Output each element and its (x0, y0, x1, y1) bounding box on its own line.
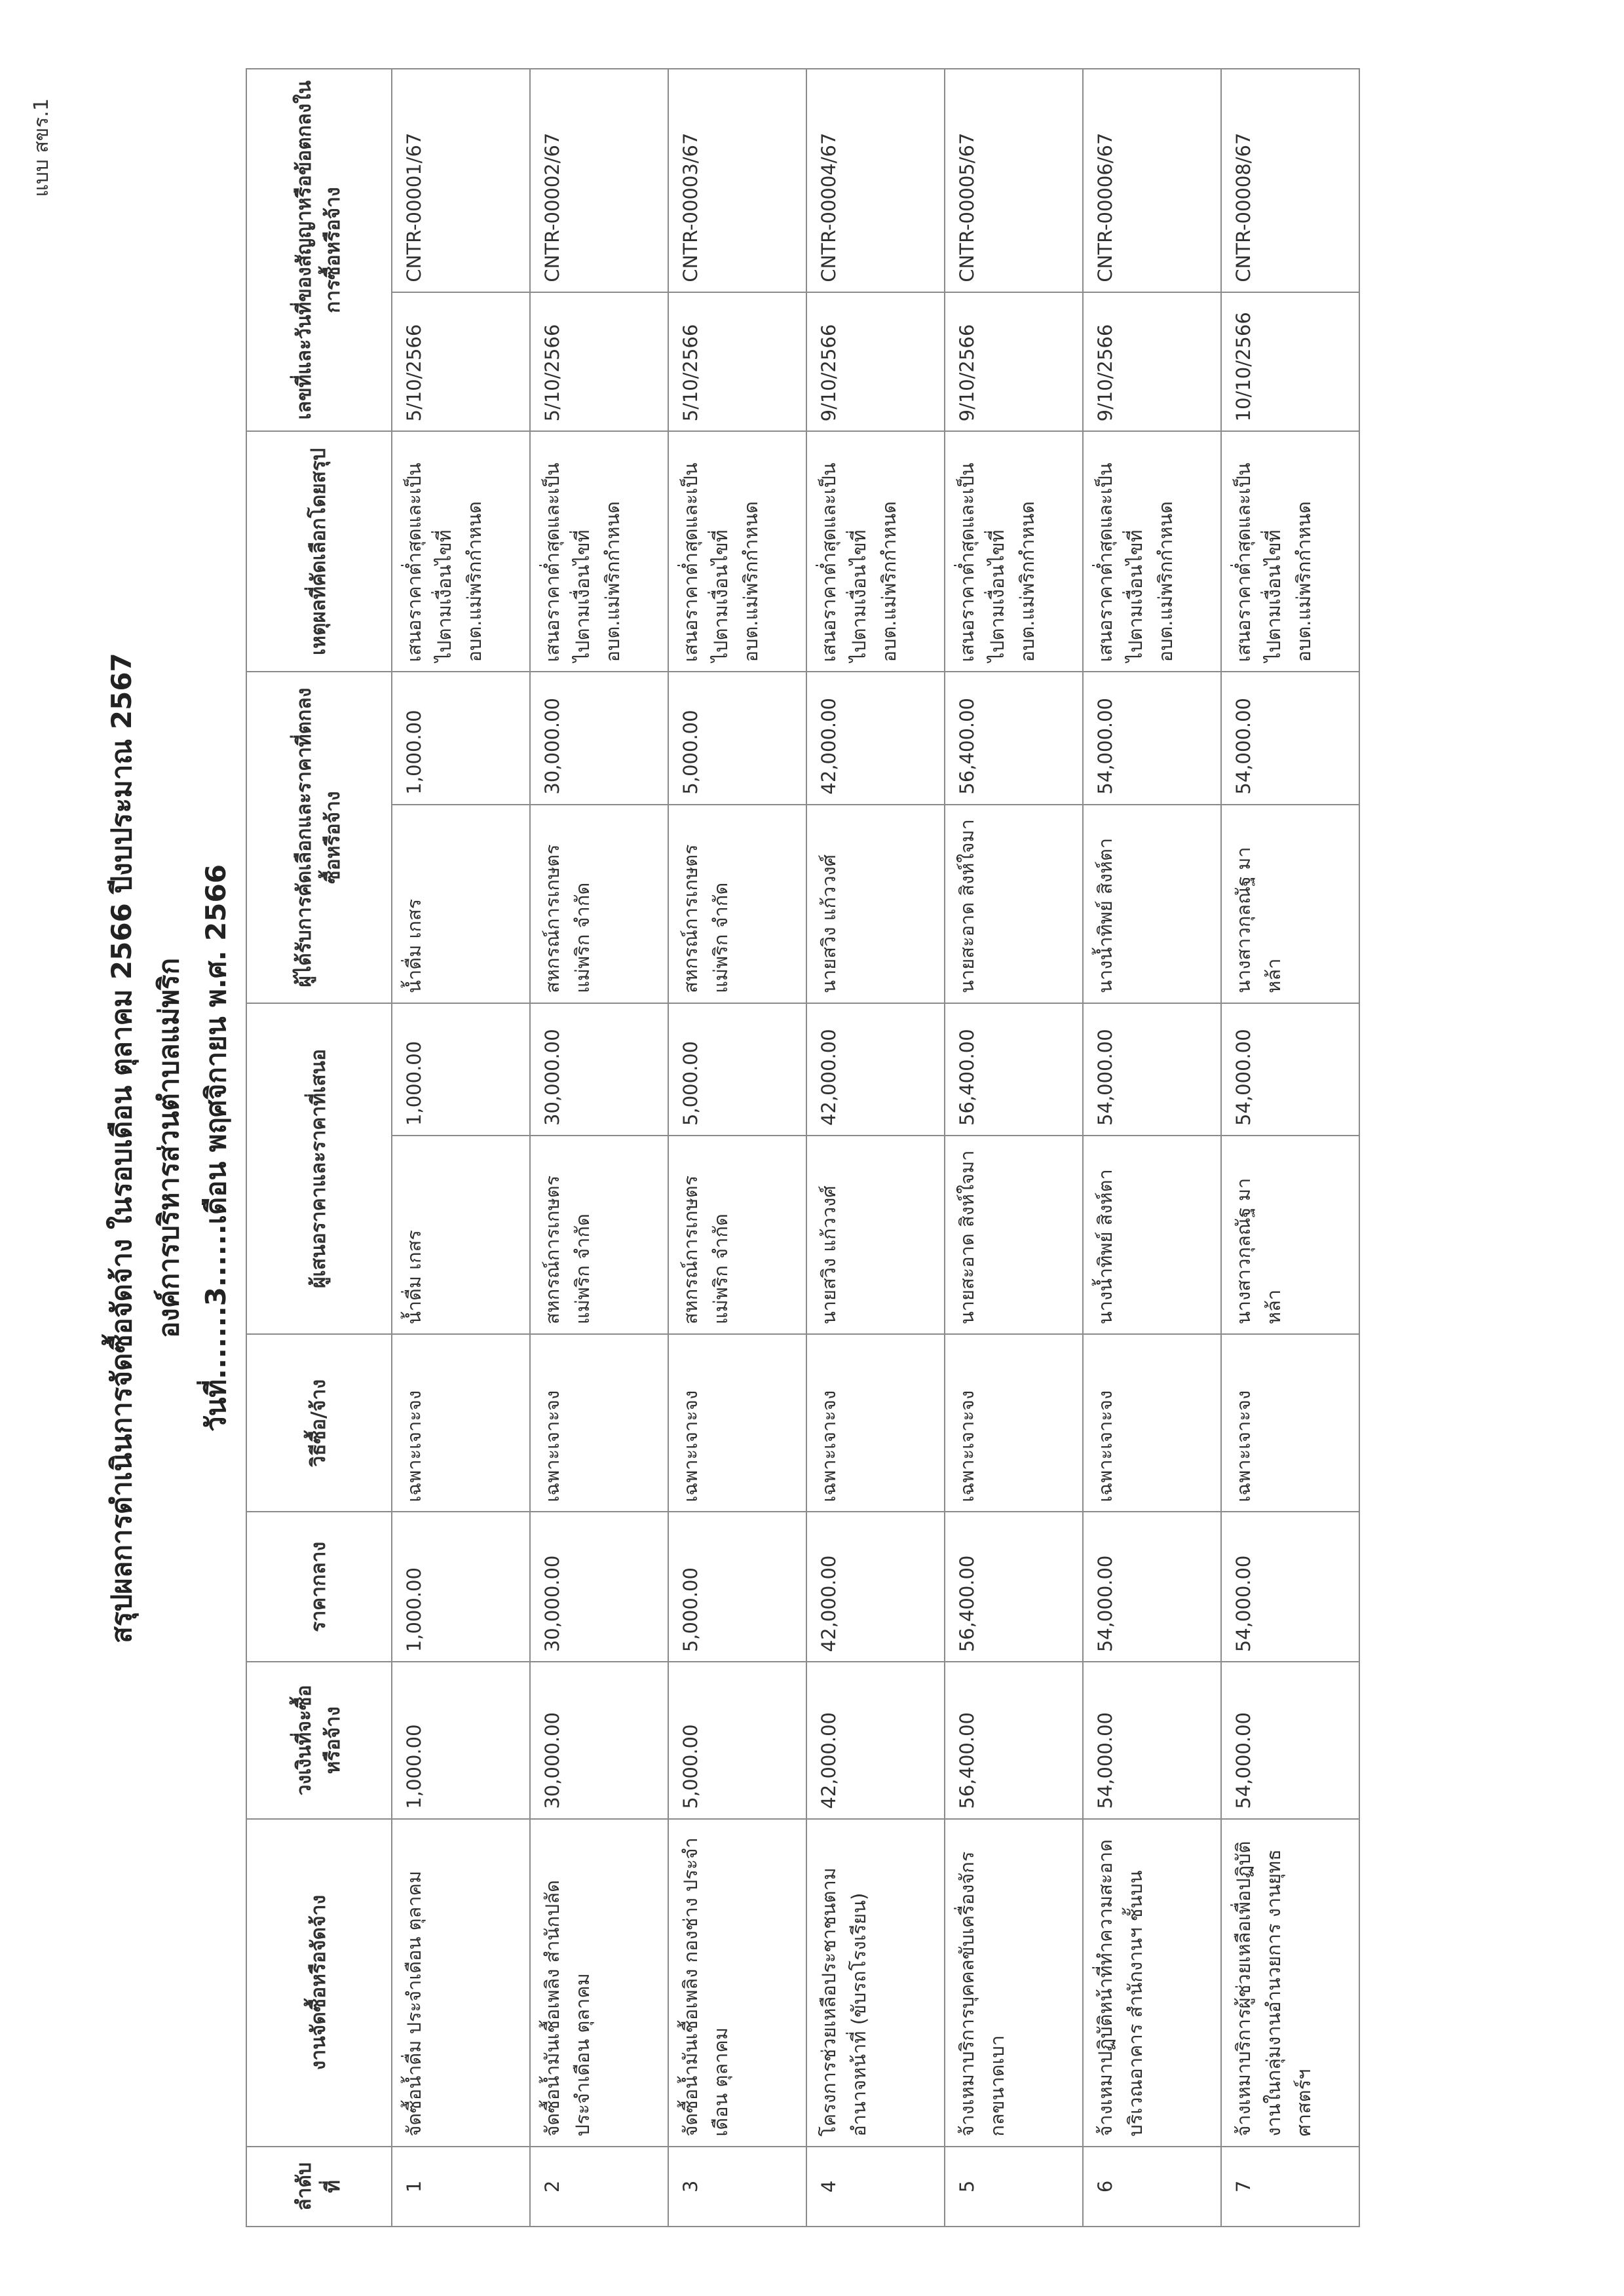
title-line-3: วันที่.......3......เดือน พฤศจิกายน พ.ศ. 2566 (200, 864, 232, 1432)
cell-date: 9/10/2566 (1083, 292, 1221, 432)
cell-win-price: 42,000.00 (806, 672, 945, 804)
table-row (668, 69, 806, 2227)
cell-budget: 30,000.00 (530, 1662, 668, 1818)
table-row (945, 69, 1083, 2227)
cell-median: 56,400.00 (945, 1512, 1083, 1662)
cell-work: จัดซื้อน้ำดื่ม ประจำเดือน ตุลาคม (392, 1819, 530, 2147)
document-title (98, 0, 240, 2296)
cell-date: 9/10/2566 (806, 292, 945, 432)
cell-bidder: น้ำดื่ม เกสร (392, 1136, 530, 1334)
cell-budget: 54,000.00 (1083, 1662, 1221, 1818)
cell-work: จ้างเหมาบริการผู้ช่วยเหลือเพื่อปฏิบัติงานในกลุ่มงานอำนวยการ งานยุทธศาสตร์ฯ (1221, 1819, 1359, 2147)
header-work: งานจัดซื้อหรือจัดจ้าง (246, 1819, 392, 2147)
cell-bidder: นางสาวกุลณัฐ มาหล้า (1221, 1136, 1359, 1334)
cell-bidder: สหกรณ์การเกษตรแม่พริก จำกัด (530, 1136, 668, 1334)
cell-budget: 54,000.00 (1221, 1662, 1359, 1818)
cell-no: 6 (1083, 2147, 1221, 2227)
cell-work: โครงการช่วยเหลือประชาชนตามอำนาจหน้าที่ (ขับรถโรงเรียน) (806, 1819, 945, 2147)
cell-budget: 56,400.00 (945, 1662, 1083, 1818)
cell-bid-price: 30,000.00 (530, 1003, 668, 1136)
cell-bid-price: 54,000.00 (1221, 1003, 1359, 1136)
header-bidders: ผู้เสนอราคาและราคาที่เสนอ (246, 1003, 392, 1334)
table-row (530, 69, 668, 2227)
cell-no: 4 (806, 2147, 945, 2227)
cell-contract-no: CNTR-00003/67 (668, 69, 806, 292)
cell-work: จัดซื้อน้ำมันเชื้อเพลิง สำนักปลัด ประจำเดือน ตุลาคม (530, 1819, 668, 2147)
cell-win-price: 30,000.00 (530, 672, 668, 804)
cell-no: 3 (668, 2147, 806, 2227)
cell-method: เฉพาะเจาะจง (1221, 1334, 1359, 1512)
cell-median: 1,000.00 (392, 1512, 530, 1662)
cell-budget: 5,000.00 (668, 1662, 806, 1818)
cell-median: 30,000.00 (530, 1512, 668, 1662)
cell-contract-no: CNTR-00008/67 (1221, 69, 1359, 292)
cell-work: จ้างเหมาปฏิบัติหน้าที่ทำความสะอาด บริเวณอาคาร สำนักงานฯ ชั้นบน (1083, 1819, 1221, 2147)
cell-work: จ้างเหมาบริการบุคคลขับเครื่องจักรกลขนาดเบา (945, 1819, 1083, 2147)
cell-median: 54,000.00 (1083, 1512, 1221, 1662)
cell-method: เฉพาะเจาะจง (530, 1334, 668, 1512)
cell-bid-price: 42,000.00 (806, 1003, 945, 1136)
cell-reason: เสนอราคาต่ำสุดและเป็นไปตามเงื่อนไขที่ อบต.แม่พริกกำหนด (1083, 431, 1221, 672)
cell-win-price: 56,400.00 (945, 672, 1083, 804)
cell-reason: เสนอราคาต่ำสุดและเป็นไปตามเงื่อนไขที่ อบต.แม่พริกกำหนด (806, 431, 945, 672)
cell-winner: นางสาวกุลณัฐ มาหล้า (1221, 805, 1359, 1003)
table-row (392, 69, 530, 2227)
cell-work: จัดซื้อน้ำมันเชื้อเพลิง กองช่าง ประจำเดือน ตุลาคม (668, 1819, 806, 2147)
cell-bidder: สหกรณ์การเกษตรแม่พริก จำกัด (668, 1136, 806, 1334)
cell-method: เฉพาะเจาะจง (392, 1334, 530, 1512)
cell-method: เฉพาะเจาะจง (945, 1334, 1083, 1512)
cell-no: 2 (530, 2147, 668, 2227)
cell-winner: สหกรณ์การเกษตรแม่พริก จำกัด (668, 805, 806, 1003)
cell-contract-no: CNTR-00006/67 (1083, 69, 1221, 292)
header-no: ลำดับที่ (246, 2147, 392, 2227)
cell-date: 5/10/2566 (392, 292, 530, 432)
cell-method: เฉพาะเจาะจง (806, 1334, 945, 1512)
header-winner: ผู้ได้รับการคัดเลือกและราคาที่ตกลงซื้อหรือจ้าง (246, 672, 392, 1003)
cell-reason: เสนอราคาต่ำสุดและเป็นไปตามเงื่อนไขที่ อบต.แม่พริกกำหนด (668, 431, 806, 672)
cell-bidder: นายสะอาด สิงห์ใจมา (945, 1136, 1083, 1334)
title-line-1: สรุปผลการดำเนินการจัดซื้อจัดจ้าง ในรอบเดือน ตุลาคม 2566 ปีงบประมาณ 2567 (105, 653, 138, 1643)
header-contract: เลขที่และวันที่ของสัญญาหรือข้อตกลงในการซื้อหรือจ้าง (246, 69, 392, 431)
form-code: แบบ สขร.1 (30, 98, 53, 197)
cell-method: เฉพาะเจาะจง (1083, 1334, 1221, 1512)
procurement-table (246, 68, 1360, 2227)
table-row (806, 69, 945, 2227)
header-budget: วงเงินที่จะซื้อหรือจ้าง (246, 1662, 392, 1818)
cell-contract-no: CNTR-00004/67 (806, 69, 945, 292)
cell-reason: เสนอราคาต่ำสุดและเป็นไปตามเงื่อนไขที่ อบต.แม่พริกกำหนด (1221, 431, 1359, 672)
cell-bidder: นายสวิง แก้ววงศ์ (806, 1136, 945, 1334)
table-body (392, 69, 1359, 2227)
cell-median: 42,000.00 (806, 1512, 945, 1662)
cell-no: 5 (945, 2147, 1083, 2227)
table-row (1221, 69, 1359, 2227)
cell-reason: เสนอราคาต่ำสุดและเป็นไปตามเงื่อนไขที่ อบต.แม่พริกกำหนด (392, 431, 530, 672)
cell-contract-no: CNTR-00001/67 (392, 69, 530, 292)
cell-no: 7 (1221, 2147, 1359, 2227)
cell-reason: เสนอราคาต่ำสุดและเป็นไปตามเงื่อนไขที่ อบต.แม่พริกกำหนด (530, 431, 668, 672)
cell-bid-price: 5,000.00 (668, 1003, 806, 1136)
cell-win-price: 54,000.00 (1083, 672, 1221, 804)
cell-reason: เสนอราคาต่ำสุดและเป็นไปตามเงื่อนไขที่ อบต.แม่พริกกำหนด (945, 431, 1083, 672)
table-header-row (246, 69, 392, 2227)
cell-bid-price: 56,400.00 (945, 1003, 1083, 1136)
cell-median: 5,000.00 (668, 1512, 806, 1662)
header-median: ราคากลาง (246, 1512, 392, 1662)
cell-budget: 1,000.00 (392, 1662, 530, 1818)
cell-date: 9/10/2566 (945, 292, 1083, 432)
cell-method: เฉพาะเจาะจง (668, 1334, 806, 1512)
cell-date: 5/10/2566 (668, 292, 806, 432)
cell-winner: น้ำดื่ม เกสร (392, 805, 530, 1003)
cell-winner: นายสะอาด สิงห์ใจมา (945, 805, 1083, 1003)
title-line-2: องค์การบริหารส่วนตำบลแม่พริก (153, 957, 185, 1339)
table-row (1083, 69, 1221, 2227)
cell-win-price: 5,000.00 (668, 672, 806, 804)
cell-contract-no: CNTR-00005/67 (945, 69, 1083, 292)
cell-bid-price: 54,000.00 (1083, 1003, 1221, 1136)
cell-bidder: นางน้ำทิพย์ สิงห์ตา (1083, 1136, 1221, 1334)
cell-winner: นายสวิง แก้ววงศ์ (806, 805, 945, 1003)
cell-bid-price: 1,000.00 (392, 1003, 530, 1136)
cell-no: 1 (392, 2147, 530, 2227)
cell-winner: สหกรณ์การเกษตรแม่พริก จำกัด (530, 805, 668, 1003)
cell-date: 10/10/2566 (1221, 292, 1359, 432)
cell-median: 54,000.00 (1221, 1512, 1359, 1662)
cell-budget: 42,000.00 (806, 1662, 945, 1818)
cell-win-price: 1,000.00 (392, 672, 530, 804)
cell-win-price: 54,000.00 (1221, 672, 1359, 804)
cell-winner: นางน้ำทิพย์ สิงห์ตา (1083, 805, 1221, 1003)
cell-date: 5/10/2566 (530, 292, 668, 432)
header-method: วิธีซื้อ/จ้าง (246, 1334, 392, 1512)
cell-contract-no: CNTR-00002/67 (530, 69, 668, 292)
header-reason: เหตุผลที่คัดเลือกโดยสรุป (246, 431, 392, 672)
